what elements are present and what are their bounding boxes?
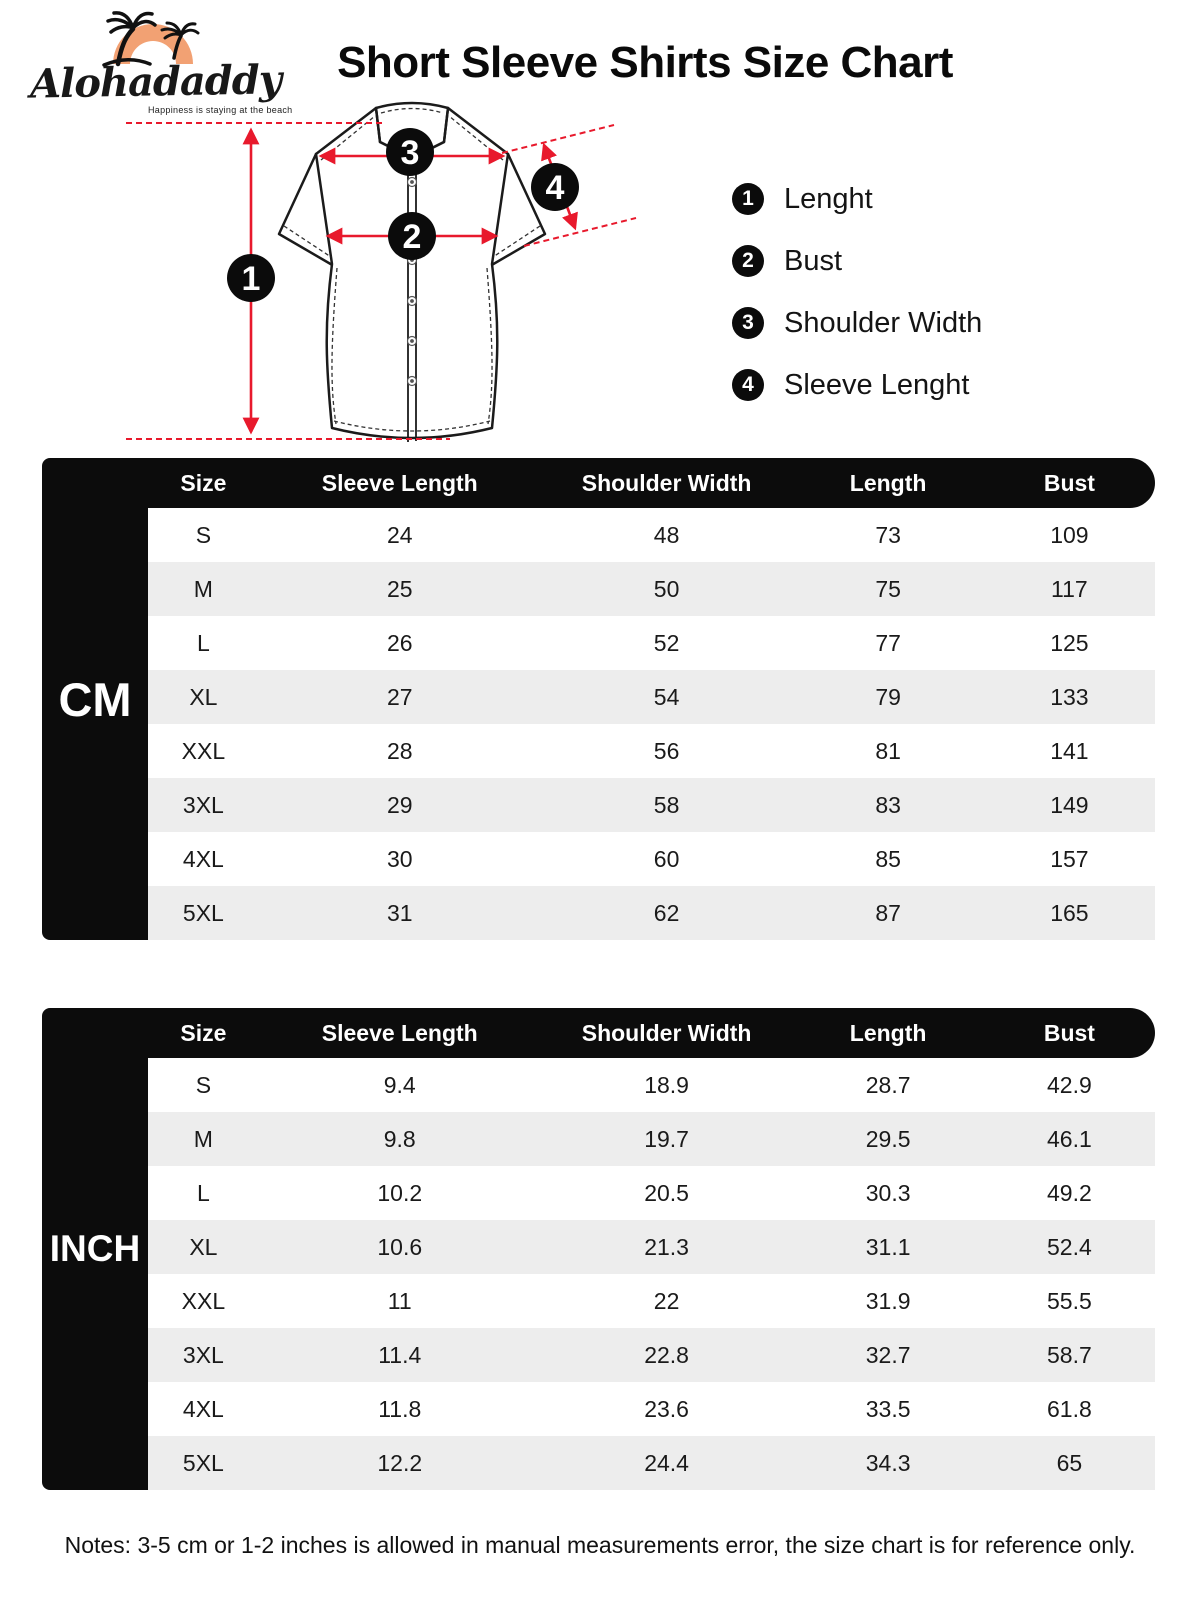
table-cell: 27 bbox=[386, 683, 413, 710]
table-cell: 30.3 bbox=[865, 1179, 911, 1206]
table-row bbox=[148, 508, 1155, 562]
unit-label-cm: CM bbox=[42, 458, 148, 940]
table-cell: 21.3 bbox=[644, 1233, 689, 1260]
column-header: Bust bbox=[1043, 469, 1095, 496]
table-cell: 79 bbox=[875, 683, 901, 710]
table-cell: 29.5 bbox=[865, 1125, 911, 1152]
table-cell: S bbox=[195, 1071, 212, 1098]
table-cell: S bbox=[195, 521, 212, 548]
table-cell: 117 bbox=[1051, 575, 1088, 602]
table-cell: 23.6 bbox=[644, 1395, 689, 1422]
unit-label-inch: INCH bbox=[42, 1008, 148, 1490]
table-cell: 50 bbox=[653, 575, 680, 602]
table-cell: L bbox=[196, 629, 210, 656]
table-row bbox=[148, 1328, 1155, 1382]
table-cell: 109 bbox=[1050, 521, 1089, 548]
table-cell: 42.9 bbox=[1047, 1071, 1092, 1098]
table-cell: 11 bbox=[387, 1287, 412, 1314]
legend-label: Lenght bbox=[784, 182, 873, 215]
table-cell: 24 bbox=[386, 521, 413, 548]
table-cell: 31.9 bbox=[865, 1287, 911, 1314]
table-row bbox=[148, 562, 1155, 616]
table-cell: 22.8 bbox=[644, 1341, 689, 1368]
table-row bbox=[148, 832, 1155, 886]
table-cell: 9.8 bbox=[383, 1125, 416, 1152]
table-cell: 55.5 bbox=[1047, 1287, 1092, 1314]
table-cell: 11.4 bbox=[378, 1341, 422, 1368]
table-cell: 133 bbox=[1050, 683, 1089, 710]
table-header-inch bbox=[148, 1008, 1155, 1058]
size-table-cm bbox=[42, 458, 1155, 940]
column-header: Size bbox=[180, 1019, 227, 1046]
table-cell: 10.2 bbox=[377, 1179, 423, 1206]
table-cell: M bbox=[193, 575, 213, 602]
table-cell: 34.3 bbox=[865, 1449, 911, 1476]
table-cell: 81 bbox=[875, 737, 901, 764]
table-cell: 12.2 bbox=[377, 1449, 423, 1476]
table-row bbox=[148, 1112, 1155, 1166]
table-cell: 85 bbox=[875, 845, 901, 872]
table-cell: 46.1 bbox=[1047, 1125, 1092, 1152]
table-cell: 60 bbox=[653, 845, 680, 872]
table-cell: 165 bbox=[1050, 899, 1089, 926]
table-cell: 33.5 bbox=[865, 1395, 911, 1422]
notes-text: Notes: 3-5 cm or 1-2 inches is allowed in manual measurements error, the size chart is for reference only. bbox=[64, 1532, 1136, 1558]
table-cell: 28.7 bbox=[865, 1071, 911, 1098]
table-cell: 157 bbox=[1050, 845, 1089, 872]
legend-number-badge: 4 bbox=[732, 369, 764, 401]
table-cell: 32.7 bbox=[865, 1341, 911, 1368]
column-header: Length bbox=[849, 469, 927, 496]
table-cell: 26 bbox=[386, 629, 413, 656]
table-cell: 54 bbox=[653, 683, 680, 710]
table-cell: 31 bbox=[386, 899, 413, 926]
table-cell: 30 bbox=[386, 845, 413, 872]
measurement-legend bbox=[732, 182, 982, 430]
table-cell: M bbox=[193, 1125, 213, 1152]
table-cell: 5XL bbox=[182, 899, 224, 926]
svg-text:3: 3 bbox=[400, 134, 420, 172]
table-cell: 56 bbox=[653, 737, 680, 764]
table-row bbox=[148, 670, 1155, 724]
table-body-inch bbox=[148, 1058, 1155, 1490]
table-cell: 141 bbox=[1050, 737, 1089, 764]
legend-number-badge: 1 bbox=[732, 183, 764, 215]
column-header: Length bbox=[849, 1019, 927, 1046]
legend-label: Bust bbox=[784, 244, 843, 277]
table-cell: 52 bbox=[653, 629, 680, 656]
table-cell: 9.4 bbox=[383, 1071, 416, 1098]
table-cell: 77 bbox=[875, 629, 901, 656]
column-header: Shoulder Width bbox=[581, 1019, 752, 1046]
table-cell: 22 bbox=[653, 1287, 680, 1314]
table-cell: 61.8 bbox=[1047, 1395, 1092, 1422]
table-body-cm bbox=[148, 508, 1155, 940]
table-cell: 87 bbox=[875, 899, 901, 926]
table-cell: 58 bbox=[653, 791, 680, 818]
table-cell: L bbox=[196, 1179, 210, 1206]
column-header: Bust bbox=[1043, 1019, 1095, 1046]
legend-item bbox=[732, 182, 982, 216]
table-cell: XL bbox=[189, 683, 218, 710]
brand-tagline: Happiness is staying at the beach bbox=[148, 105, 293, 115]
table-cell: 149 bbox=[1050, 791, 1089, 818]
legend-number-badge: 2 bbox=[732, 245, 764, 277]
legend-item bbox=[732, 368, 982, 402]
table-cell: 48 bbox=[653, 521, 680, 548]
table-row bbox=[148, 1274, 1155, 1328]
table-row bbox=[148, 1058, 1155, 1112]
column-header: Sleeve Length bbox=[321, 1019, 478, 1046]
table-cell: 4XL bbox=[182, 845, 224, 872]
legend-number-badge: 3 bbox=[732, 307, 764, 339]
table-cell: 3XL bbox=[182, 791, 224, 818]
table-row bbox=[148, 1220, 1155, 1274]
table-cell: 24.4 bbox=[644, 1449, 689, 1476]
table-row bbox=[148, 1382, 1155, 1436]
table-row bbox=[148, 778, 1155, 832]
table-row bbox=[148, 724, 1155, 778]
legend-item bbox=[732, 244, 982, 278]
table-row bbox=[148, 1436, 1155, 1490]
table-cell: XXL bbox=[181, 1287, 226, 1314]
shirt-measurement-diagram bbox=[118, 96, 658, 456]
table-cell: 52.4 bbox=[1047, 1233, 1092, 1260]
legend-label: Sleeve Lenght bbox=[784, 368, 970, 401]
table-cell: XXL bbox=[181, 737, 226, 764]
table-cell: 125 bbox=[1050, 629, 1089, 656]
table-cell: XL bbox=[189, 1233, 218, 1260]
svg-text:4: 4 bbox=[545, 169, 565, 207]
legend-item bbox=[732, 306, 982, 340]
table-cell: 18.9 bbox=[644, 1071, 689, 1098]
table-header-cm bbox=[148, 458, 1155, 508]
table-cell: 28 bbox=[386, 737, 413, 764]
table-cell: 29 bbox=[386, 791, 413, 818]
svg-text:2: 2 bbox=[402, 218, 422, 256]
legend-label: Shoulder Width bbox=[784, 306, 983, 339]
column-header: Shoulder Width bbox=[581, 469, 752, 496]
page-title: Short Sleeve Shirts Size Chart bbox=[337, 38, 953, 87]
table-cell: 49.2 bbox=[1047, 1179, 1092, 1206]
table-cell: 58.7 bbox=[1047, 1341, 1092, 1368]
table-cell: 3XL bbox=[182, 1341, 224, 1368]
table-cell: 31.1 bbox=[865, 1233, 911, 1260]
table-row bbox=[148, 616, 1155, 670]
table-cell: 20.5 bbox=[644, 1179, 689, 1206]
column-header: Sleeve Length bbox=[321, 469, 478, 496]
table-row bbox=[148, 886, 1155, 940]
table-cell: 11.8 bbox=[378, 1395, 422, 1422]
table-cell: 75 bbox=[875, 575, 901, 602]
table-row bbox=[148, 1166, 1155, 1220]
size-table-inch bbox=[42, 1008, 1155, 1490]
table-cell: 83 bbox=[875, 791, 901, 818]
brand-name: Alohadaddy bbox=[29, 56, 282, 108]
table-cell: 5XL bbox=[182, 1449, 224, 1476]
table-cell: 25 bbox=[386, 575, 413, 602]
table-cell: 73 bbox=[875, 521, 901, 548]
column-header: Size bbox=[180, 469, 227, 496]
svg-text:1: 1 bbox=[241, 260, 261, 298]
table-cell: 10.6 bbox=[377, 1233, 423, 1260]
table-cell: 65 bbox=[1056, 1449, 1083, 1476]
table-cell: 19.7 bbox=[644, 1125, 689, 1152]
table-cell: 62 bbox=[653, 899, 680, 926]
table-cell: 4XL bbox=[182, 1395, 224, 1422]
